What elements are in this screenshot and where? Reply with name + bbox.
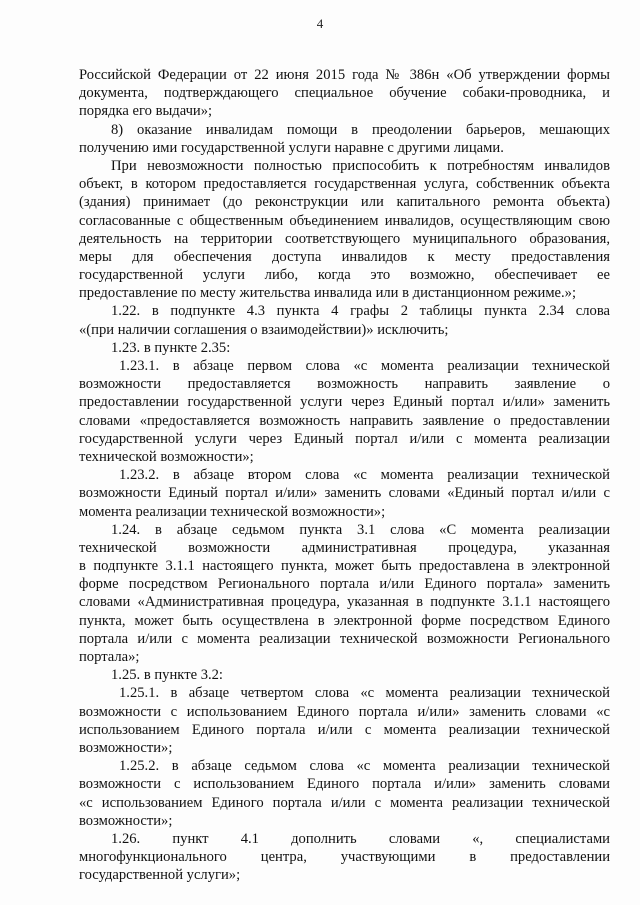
text-line: возможности с использованием Единого портала и/или» заменить словами «с <box>79 703 610 720</box>
text-line: (здания) принимает (до реконструкции или капитального ремонта объекта) <box>79 194 610 211</box>
text-line: государственной услуги через Единый портал и/или с момента реализации <box>79 430 610 447</box>
text-line: возможности с использованием Единого портала и/или» заменить словами <box>79 776 610 793</box>
text-line: порядка его выдачи»; <box>79 103 213 120</box>
text-line: 1.25.1. в абзаце четвертом слова «с момента реализации технической <box>119 685 610 702</box>
text-line: возможности»; <box>79 812 173 829</box>
text-line: технической возможности административная процедура, указанная <box>79 539 610 556</box>
text-line: 1.23.2. в абзаце втором слова «с момента реализации технической <box>119 467 610 484</box>
text-line: в подпункте 3.1.1 настоящего пункта, может быть предоставлена в электронной <box>79 558 610 575</box>
text-line: 1.23. в пункте 2.35: <box>111 339 231 356</box>
text-line: Российской Федерации от 22 июня 2015 года № 386н «Об утверждении формы <box>79 67 610 83</box>
text-line: меры для обеспечения доступа инвалидов к месту предоставления <box>79 248 610 265</box>
text-line: 1.23.1. в абзаце первом слова «с момента реализации технической <box>119 358 610 374</box>
text-line: возможности предоставляется возможность направить заявление о <box>79 376 610 393</box>
text-line: технической возможности»; <box>79 448 254 465</box>
text-line: момента реализации технической возможности»; <box>79 503 386 520</box>
text-line: 1.22. в подпункте 4.3 пункта 4 графы 2 таблицы пункта 2.34 слова <box>111 303 610 320</box>
text-line: документа, подтверждающего специальное обучение собаки-проводника, и <box>79 85 610 102</box>
text-line: получению ими государственной услуги наравне с другими лицами. <box>79 139 504 156</box>
text-line: форме посредством Регионального портала и/или Единого портала» заменить <box>79 576 610 593</box>
text-line: 1.25. в пункте 3.2: <box>111 667 223 684</box>
text-line: пункта, может быть осуществлена в электронной форме посредством Единого <box>79 612 610 629</box>
text-line: 1.25.2. в абзаце седьмом слова «с момента реализации технической <box>119 758 610 775</box>
text-line: 1.24. в абзаце седьмом пункта 3.1 слова «С момента реализации <box>111 521 610 538</box>
text-line: государственной услуги»; <box>79 867 241 884</box>
text-line: словами «Административная процедура, указанная в подпункте 3.1.1 настоящего <box>79 594 610 611</box>
text-line: государственной услуги либо, когда это возможно, обеспечивает ее <box>79 267 610 284</box>
text-line: предоставлении государственной услуги через Единый портал и/или» заменить <box>79 394 610 411</box>
text-line: предоставление по месту жительства инвалида или в дистанционном режиме.»; <box>79 285 577 302</box>
document-body <box>79 66 610 884</box>
text-line: 1.26. пункт 4.1 дополнить словами «, специалистами <box>111 830 610 847</box>
text-line: «с использованием Единого портала и/или с момента реализации технической <box>79 794 610 811</box>
text-line: При невозможности полностью приспособить к потребностям инвалидов <box>111 157 610 174</box>
text-line: возможности Единый портал и/или» заменить словами «Единый портал и/или с <box>79 485 610 502</box>
text-line: словами «предоставляется возможность направить заявление о предоставлении <box>79 412 610 429</box>
text-line: многофункционального центра, участвующими в предоставлении <box>79 849 610 866</box>
text-line: объект, в котором предоставляется государственная услуга, собственник объекта <box>79 176 610 193</box>
page-number: 4 <box>316 16 324 31</box>
text-line: деятельность на территории соответствующего муниципального образования, <box>79 230 610 247</box>
text-line: использованием Единого портала и/или с момента реализации технической <box>79 721 610 738</box>
text-line: портала и/или с момента реализации технической возможности Регионального <box>79 630 610 647</box>
text-line: возможности»; <box>79 739 173 756</box>
text-line: 8) оказание инвалидам помощи в преодолении барьеров, мешающих <box>111 121 610 138</box>
text-line: согласованные с общественным объединением инвалидов, осуществляющим свою <box>79 212 610 229</box>
text-line: «(при наличии соглашения о взаимодействии)» исключить; <box>79 321 449 338</box>
text-line: портала»; <box>79 649 140 665</box>
